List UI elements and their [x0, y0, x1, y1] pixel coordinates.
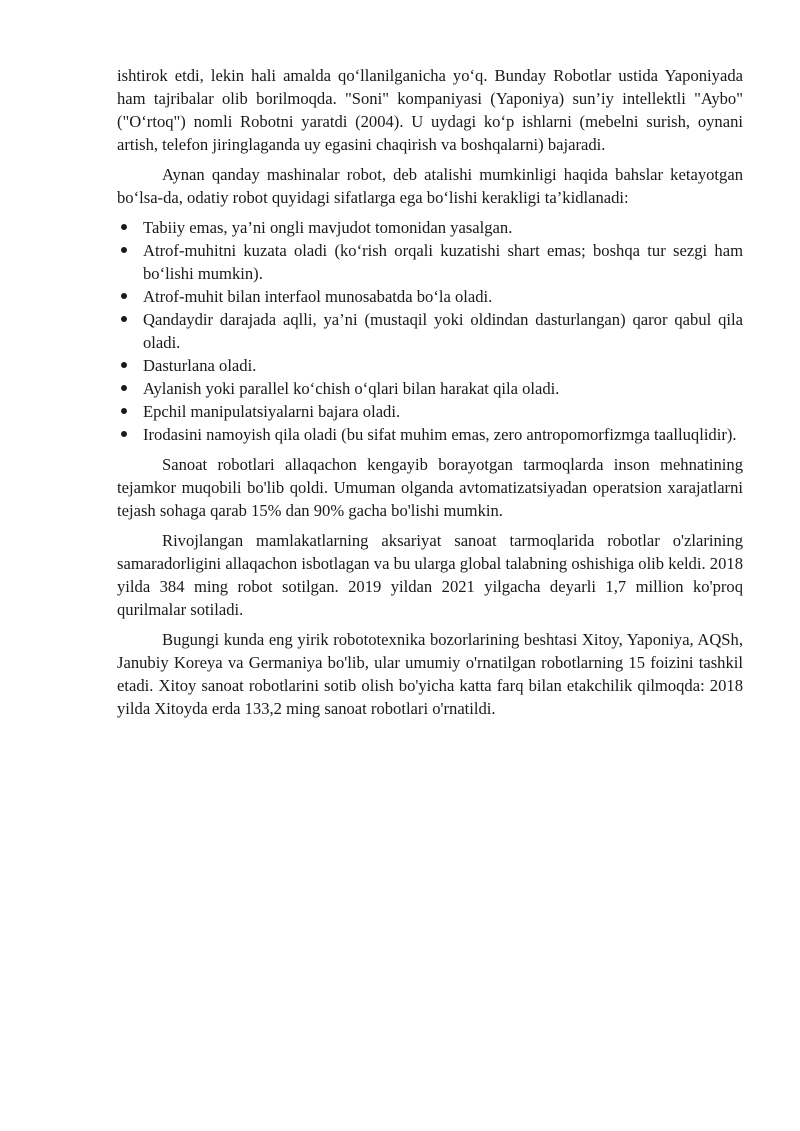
list-item-text: Atrof-muhit bilan interfaol munosabatda bo‘la oladi.	[143, 287, 493, 306]
paragraph-robot-definition-intro: Aynan qanday mashinalar robot, deb atalishi mumkinligi haqida bahslar ketayotgan bo‘lsa-da, odatiy robot quyidagi sifatlarga ega bo‘lishi kerakligi ta’kidlanadi:	[117, 165, 743, 207]
list-item	[117, 354, 743, 377]
list-item	[117, 285, 743, 308]
list-item	[117, 377, 743, 400]
list-item-text: Epchil manipulatsiyalarni bajara oladi.	[143, 402, 401, 421]
bullet-icon	[121, 362, 127, 368]
list-item-text: Aylanish yoki parallel ko‘chish o‘qlari bilan harakat qila oladi.	[143, 379, 560, 398]
paragraph-continuation: ishtirok etdi, lekin hali amalda qo‘llanilganicha yo‘q. Bunday Robotlar ustida Yaponiyada ham tajribalar olib borilmoqda. "Soni" kompaniyasi (Yaponiya) sun’iy intellektli "Aybo" ("O‘rtoq") nomli Robotni yaratdi (2004). U uydagi ko‘p ishlarni (mebelni surish, oynani artish, telefon jiringlaganda uy egasini chaqirish va boshqalarni) bajaradi.	[117, 66, 743, 154]
list-item-text: Qandaydir darajada aqlli, ya’ni (mustaqil yoki oldindan dasturlangan) qaror qabul qila oladi.	[143, 310, 743, 352]
list-item-text: Irodasini namoyish qila oladi (bu sifat muhim emas, zero antropomorfizmga taalluqlidir).	[143, 425, 737, 444]
bullet-icon	[121, 293, 127, 299]
bullet-icon	[121, 316, 127, 322]
bullet-icon	[121, 247, 127, 253]
list-item	[117, 423, 743, 446]
document-body	[117, 64, 743, 727]
paragraph-largest-markets: Bugungi kunda eng yirik robototexnika bozorlarining beshtasi Xitoy, Yaponiya, AQSh, Janubiy Koreya va Germaniya bo'lib, ular umumiy o'rnatilgan robotlarning 15 foizini tashkil etadi. Xitoy sanoat robotlarini sotib olish bo'yicha katta farq bilan etakchilik qilmoqda: 2018 yilda Xitoyda erda 133,2 ming sanoat robotlari o'rnatildi.	[117, 630, 743, 718]
bullet-icon	[121, 385, 127, 391]
list-item-text: Tabiiy emas, ya’ni ongli mavjudot tomonidan yasalgan.	[143, 218, 513, 237]
bullet-icon	[121, 408, 127, 414]
list-item	[117, 216, 743, 239]
list-item	[117, 308, 743, 354]
list-item-text: Dasturlana oladi.	[143, 356, 257, 375]
paragraph-industrial-robots: Sanoat robotlari allaqachon kengayib borayotgan tarmoqlarda inson mehnatining tejamkor muqobili bo'lib qoldi. Umuman olganda avtomatizatsiyadan operatsion xarajatlarni tejash sohaga qarab 15% dan 90% gacha bo'lishi mumkin.	[117, 455, 743, 520]
list-item-text: Atrof-muhitni kuzata oladi (ko‘rish orqali kuzatishi shart emas; boshqa tur sezgi ham bo‘lishi mumkin).	[143, 241, 743, 283]
list-item	[117, 400, 743, 423]
robot-qualities-list	[117, 216, 743, 446]
bullet-icon	[121, 224, 127, 230]
bullet-icon	[121, 431, 127, 437]
list-item	[117, 239, 743, 285]
paragraph-developed-countries: Rivojlangan mamlakatlarning aksariyat sanoat tarmoqlarida robotlar o'zlarining samaradorligini allaqachon isbotlagan va bu ularga global talabning oshishiga olib keldi. 2018 yilda 384 ming robot sotilgan. 2019 yildan 2021 yilgacha deyarli 1,7 million ko'proq qurilmalar sotiladi.	[117, 531, 743, 619]
